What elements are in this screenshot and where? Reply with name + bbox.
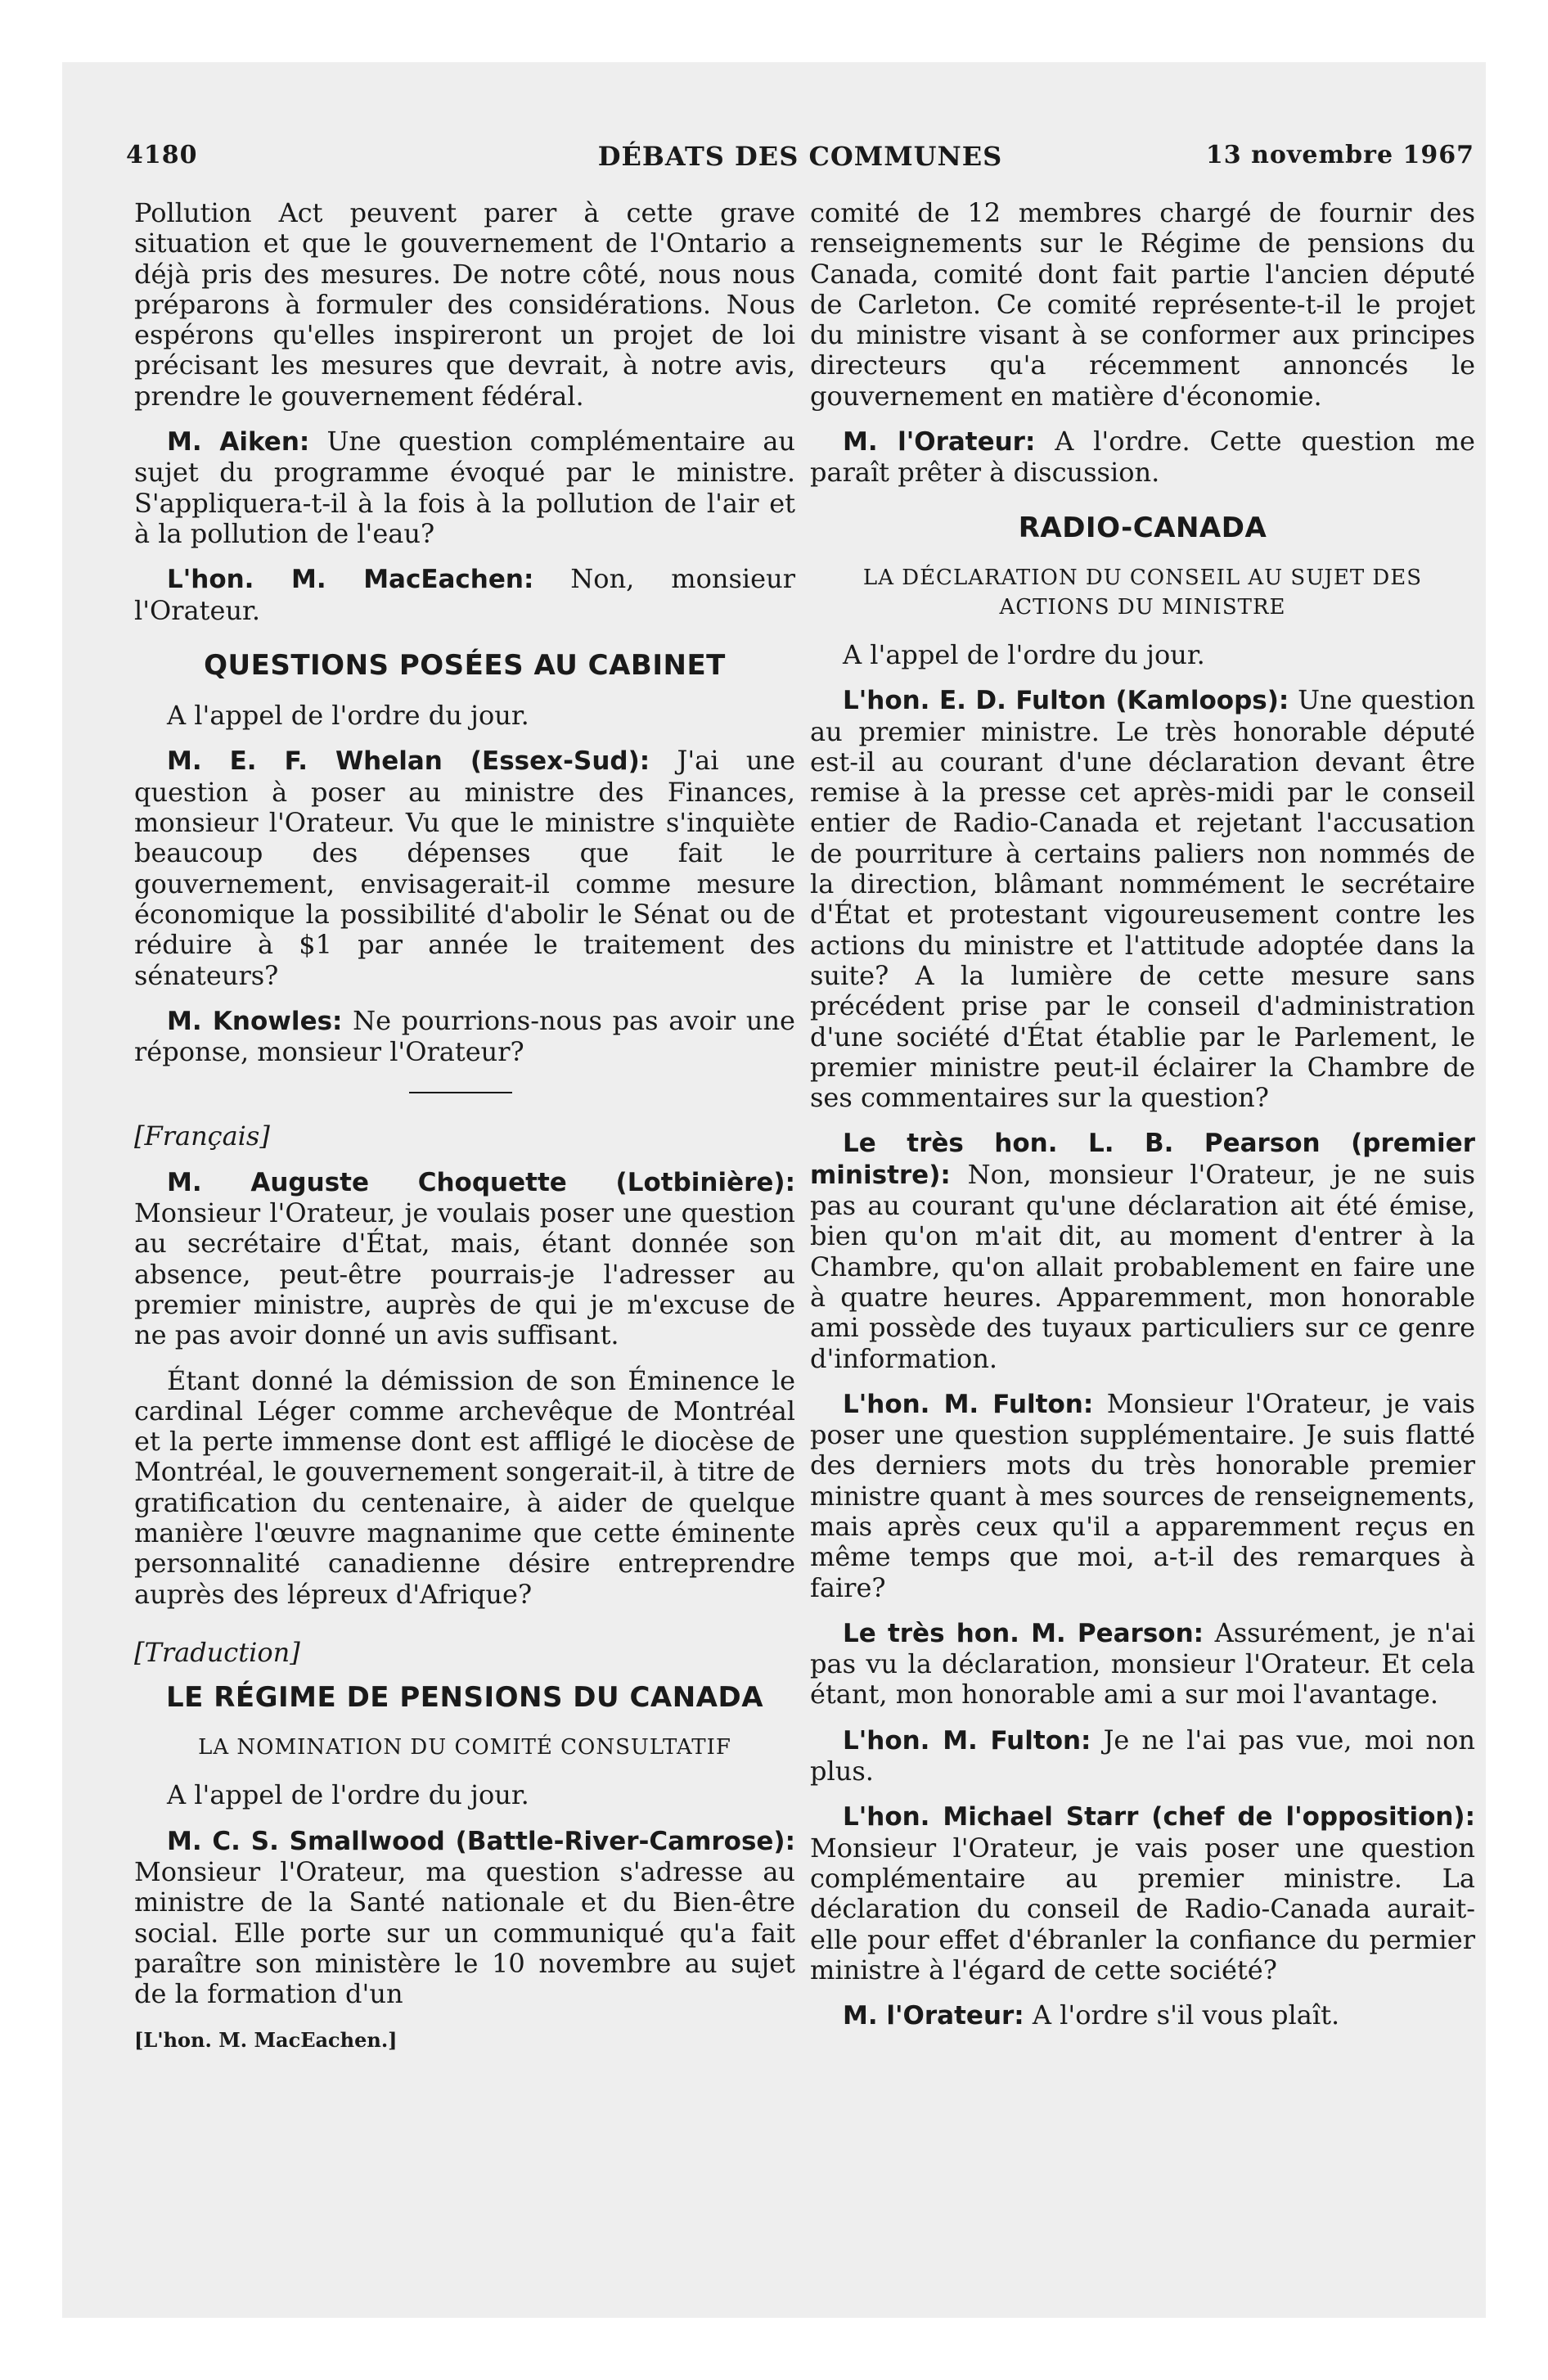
speaker-name: L'hon. M. MacEachen: [167,565,534,595]
paragraph: comité de 12 membres chargé de fournir des renseignements sur le Régime de pensions du Canada, comité dont fait partie l'ancien député de Carleton. Ce comité représente-t-il le projet du ministre visant à se conformer aux principes directeurs qu'a récemment annoncés le gouvernement en matière d'économie. [810,197,1475,412]
speech-text: A l'ordre s'il vous plaît. [1024,1999,1340,2031]
speaker-name: Le très hon. L. B. Pearson (premier ministre): [810,1129,1475,1190]
language-marker: [Traduction] [134,1636,300,1668]
divider [409,1092,512,1093]
speech-text: Non, monsieur l'Orateur, je ne suis pas au courant qu'une déclaration ait été émise, bien qu'on m'ait dit, au moment d'entrer à la Chambre, qu'on allait probablement en faire une à quatre heures. Apparemment, mon honorable ami possède des tuyaux particuliers sur ce genre d'information. [810,1158,1475,1374]
paragraph: A l'appel de l'ordre du jour. [843,638,1205,670]
section-heading: RADIO-CANADA [1018,511,1267,544]
paragraph: Pollution Act peuvent parer à cette grave situation et que le gouvernement de l'Ontario a déjà pris des mesures. De notre côté, nous nous préparons à formuler des considérations. Nous espérons qu'elles inspireront un projet de loi précisant les mesures que devrait, à notre avis, prendre le gouvernement fédéral. [134,197,795,412]
paragraph [810,1128,1475,1373]
paragraph [134,746,795,990]
paragraph [134,564,795,626]
speaker-name: Le très hon. M. Pearson: [843,1618,1204,1648]
left-column [134,198,795,2055]
speech-text: Une question au premier ministre. Le très honorable député est-il au courant d'une déclaration devant être remise à la presse cet après-midi par le conseil entier de Radio-Canada et rejetant l'accusation de pourriture à certains paliers non nommés de la direction, blâmant nommément le secrétaire d'État et protestant vigoureusement contre les actions du ministre et l'attitude adoptée dans la suite? A la lumière de cette mesure sans précédent prise par le conseil d'administration d'une société d'État établie par le Parlement, le premier ministre peut-il éclairer la Chambre de ses commentaires sur la question? [810,684,1475,1114]
paragraph [810,2000,1475,2031]
column-footer: [L'hon. M. MacEachen.] [134,2027,398,2052]
speech-text: Ne pourrions-nous pas avoir une réponse, monsieur l'Orateur? [134,1004,795,1068]
speech-text: J'ai une question à poser au ministre des Finances, monsieur l'Orateur. Vu que le ministre s'inquiète beaucoup des dépenses que fait le gouvernement, envisagerait-il comme mesure économique la possibilité d'abolir le Sénat ou de réduire à $1 par année le traitement des sénateurs? [134,745,795,991]
speaker-name: L'hon. E. D. Fulton (Kamloops): [843,686,1289,716]
paragraph: Étant donné la démission de son Éminence le cardinal Léger comme archevêque de Montréal et la perte immense dont est affligé le diocèse de Montréal, le gouvernement songerait-il, à titre de gratification du centenaire, à aider de quelque manière l'œuvre magnanime que cette éminente personnalité canadienne désire entreprendre auprès des lépreux d'Afrique? [134,1364,795,1610]
speech-text: Je ne l'ai pas vue, moi non plus. [810,1724,1476,1787]
speech-text: Une question complémentaire au sujet du programme évoqué par le ministre. S'appliquera-t-il à la fois à la pollution de l'air et à la pollution de l'eau? [134,426,796,549]
paragraph [134,1167,795,1351]
speaker-name: M. E. F. Whelan (Essex-Sud): [167,746,650,777]
section-heading: QUESTIONS POSÉES AU CABINET [204,648,726,682]
paragraph: A l'appel de l'ordre du jour. [167,700,529,732]
speaker-name: L'hon. M. Fulton: [843,1389,1094,1419]
speech-text: Monsieur l'Orateur, je vais poser une question supplémentaire. Je suis flatté des derniers mots du très honorable premier ministre quant à mes sources de renseignements, mais après ceux qu'il a apparemment reçus en même temps que moi, a-t-il des remarques à faire? [810,1387,1475,1603]
page-header [126,141,1474,178]
paragraph [810,1801,1475,1986]
right-column [810,198,1475,2046]
paragraph [810,1389,1475,1603]
running-title: DÉBATS DES COMMUNES [597,141,1003,172]
paragraph [810,1725,1475,1787]
speech-text: Monsieur l'Orateur, je voulais poser une question au secrétaire d'État, mais, étant donnée son absence, peut-être pourrais-je l'adresser au premier ministre, auprès de qui je m'excuse de ne pas avoir donné un avis suffisant. [134,1197,795,1351]
paragraph [810,1618,1475,1711]
speaker-name: M. Aiken: [167,427,310,458]
section-subheading: LA DÉCLARATION DU CONSEIL AU SUJET DES ACTIONS DU MINISTRE [862,565,1423,620]
language-marker: [Français] [134,1120,270,1152]
speech-text: Assurément, je n'ai pas vu la déclaration, monsieur l'Orateur. Et cela étant, mon honorable ami a sur moi l'avantage. [810,1616,1475,1711]
speaker-name: M. Auguste Choquette (Lotbinière): [167,1167,795,1197]
speech-text: Monsieur l'Orateur, je vais poser une question complémentaire au premier ministre. La déclaration du conseil de Radio-Canada aurait-elle pour effet d'ébranler la confiance du permier ministre à l'égard de cette société? [810,1832,1475,1986]
paragraph [810,685,1475,1113]
paragraph [134,1826,795,2010]
speaker-name: M. l'Orateur: [843,2001,1024,2031]
paragraph [134,426,795,549]
section-subheading: LA NOMINATION DU COMITÉ CONSULTATIF [198,1735,731,1760]
speech-text: Non, monsieur l'Orateur. [134,563,796,626]
paragraph [134,1006,795,1068]
speaker-name: M. Knowles: [167,1006,343,1036]
speech-text: Monsieur l'Orateur, ma question s'adresse au ministre de la Santé nationale et du Bien-être social. Elle porte sur un communiqué qu'a fait paraître son ministère le 10 novembre au sujet de la formation d'un [134,1856,795,2010]
speaker-name: M. l'Orateur: [843,427,1036,458]
paragraph [810,426,1475,489]
speaker-name: L'hon. M. Fulton: [843,1725,1091,1756]
header-date: 13 novembre 1967 [1205,141,1474,169]
speaker-name: L'hon. Michael Starr (chef de l'opposition): [843,1802,1475,1832]
speech-text: A l'ordre. Cette question me paraît prêter à discussion. [810,426,1475,489]
paragraph: A l'appel de l'ordre du jour. [167,1779,529,1811]
page-number: 4180 [126,141,198,169]
section-heading: LE RÉGIME DE PENSIONS DU CANADA [165,1681,764,1715]
speaker-name: M. C. S. Smallwood (Battle-River-Camrose): [167,1826,795,1856]
